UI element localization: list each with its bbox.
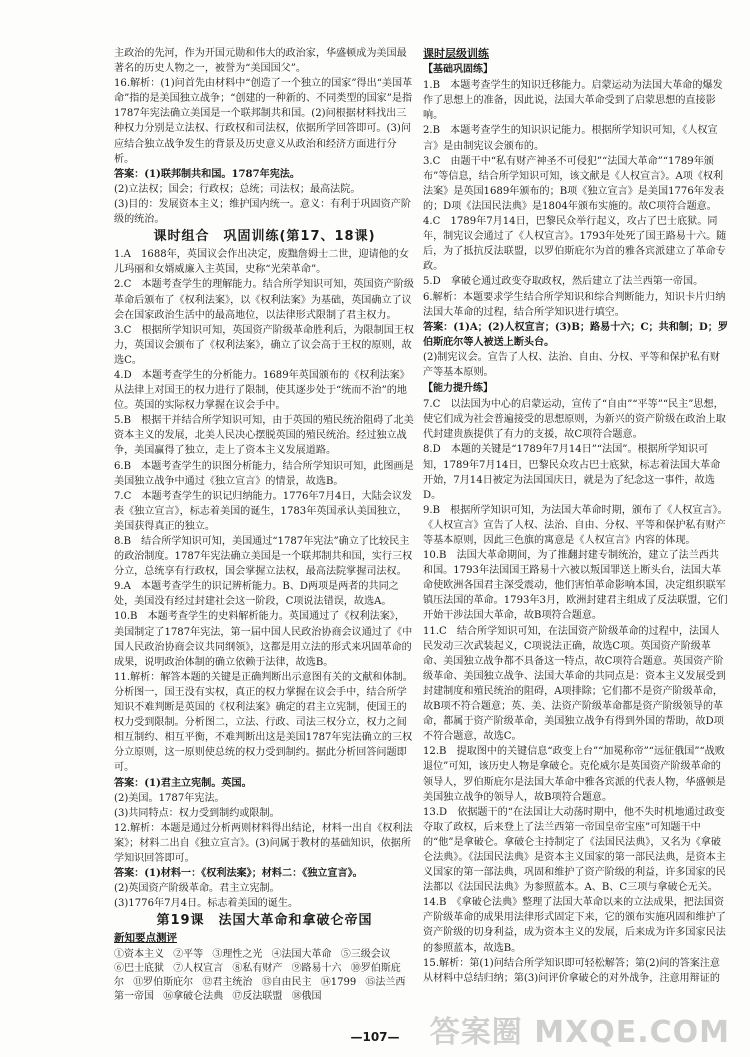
- key-point: ⑤三级会议: [340, 948, 391, 960]
- key-points-row-4: [114, 990, 415, 1004]
- answer-r5: 5.D 拿破仑通过政变夺取政权，然后建立了法兰西第一帝国。: [423, 276, 704, 288]
- key-point: ⑪罗伯斯庇尔: [133, 976, 194, 988]
- key-point: ⑱俄国: [291, 991, 322, 1003]
- key-point: 第一帝国: [114, 991, 154, 1003]
- key-point: ③理性之光: [212, 948, 263, 960]
- section-title-consolidation: 课时组合 巩固训练(第17、18课): [153, 229, 376, 245]
- key-point: ⑨路易十六: [291, 962, 342, 974]
- answer-6: 6.B 本题考查学生的识图分析能力，结合所学知识可知，此图画是美国独立战争中通过《独立宣言》的情景，故选B。: [114, 460, 414, 487]
- answer-10: 10.B 本题考查学生的史料解析能力。英国通过了《权利法案》，美国制定了1787年宪法，第一届中国人民政治协商会议通过了《中国人民政治协商会议共同纲领》，这都是用立法的形式来巩固革命的成果，说明政治体制的确立依赖于法律，故选B。: [114, 611, 413, 668]
- answer-r4: 4.C 1789年7月14日，巴黎民众举行起义，攻占了巴士底狱。同年，制宪议会通过了《人权宣言》。1793年处死了国王路易十六。随后，为了抵抗反法联盟，以罗伯斯庇尔为首的雅各宾派建立了革命专政。: [423, 216, 727, 273]
- answer-16-line-1: 答案：(1)联邦制共和国。1787年宪法。: [114, 168, 300, 180]
- improve-section-title: 【能力提升练】: [423, 383, 493, 395]
- key-point: ②平等: [173, 948, 204, 960]
- answer-12-line-1: 答案：(1)材料一：《权利法案》；材料二：《独立宣言》。: [114, 868, 363, 880]
- answer-r10: 10.B 法国大革命期间，为了推翻封建专制统治，建立了法兰西共和国。1793年法国国王路易十六被以叛国罪送上断头台，法国大革命使欧洲各国君主深受震动，他们害怕革命影响本国，决定组织联军镇压法国的革命。1793年3月，欧洲封建君主组成了反法联盟，它们开始干涉法国大革命，故B项符合题意。: [423, 550, 728, 622]
- answer-r1: 1.B 本题考查学生的知识迁移能力。启蒙运动为法国大革命的爆发作了思想上的准备，因此说，法国大革命受到了启蒙思想的直接影响。: [423, 80, 723, 122]
- key-points-row-3: [114, 976, 415, 990]
- section-title-lesson-19: 第19课 法国大革命和拿破仑帝国: [156, 913, 373, 929]
- key-point: ⑦人权宣言: [173, 962, 224, 974]
- left-column: [114, 46, 415, 1004]
- answer-r9: 9.B 根据所学知识可知，为法国大革命时期，颁布了《人权宣言》。《人权宣言》宣告了人权、法治、自由、分权、平等和保护私有财产等基本原则，因此三色旗的寓意是《人权宣言》内容的体现。: [423, 504, 728, 546]
- key-point: ⑧私有财产: [232, 962, 283, 974]
- answer-r15: 15.解析：第(1)问结合所学知识即可轻松解答；第(2)问的答案注意从材料中总结归纳；第(3)问评价拿破仑的对外战争，注意用辩证的: [423, 957, 720, 984]
- key-point: ⑫君主统治: [202, 976, 253, 988]
- answer-8: 8.B 结合所学知识可知，美国通过“1787年宪法”确立了比较民主的政治制度。1787年宪法确立美国是一个联邦制共和国，实行三权分立，总统享有行政权，国会掌握立法权，最高法院掌握司法权。: [114, 536, 413, 578]
- answer-11-line-2: (2)美国。1787年宪法。: [114, 792, 225, 804]
- key-points-row-2: [114, 962, 415, 976]
- key-point: ①资本主义: [114, 948, 164, 960]
- answer-r7: 7.C 以法国为中心的启蒙运动，宣传了“自由”“平等”“民主”思想，使它们成为社会普遍接受的思想原则，为新兴的资产阶级在政治上取代封建贵族提供了有力的支援，故C项符合题意。: [423, 399, 726, 441]
- answer-16-line-3: (3)目的：发展资本主义；维护国内统一。意义：有利于巩固资产阶级的统治。: [114, 198, 411, 226]
- answer-4: 4.D 本题考查学生的分析能力。1689年英国颁布的《权利法案》从法律上对国王的权力进行了限制，使其逐步处于“统而不治”的地位。英国的实际权力掌握在议会手中。: [114, 369, 410, 412]
- lesson-training-title: 课时层级训练: [423, 47, 489, 60]
- answer-r3: 3.C 由题干中“私有财产神圣不可侵犯”“法国大革命”“1789年颁布”等信息，结合所学知识可知，该文献是《人权宣言》。A项《权利法案》是英国1689年颁布的；B项《独立宣言》是美国1776年发表的；D项《法国民法典》是1804年颁布实施的。故C项符合题意。: [423, 155, 725, 212]
- answer-11-analysis: 11.解析：解答本题的关键是正确判断出示意图有关的文献和体制。分析图一，国王没有实权，真正的权力掌握在议会手中，结合所学知识不难判断是英国的《权利法案》确定的君主立宪制，使国王的权力受到限制。分析图二，立法、行政、司法三权分立，权力之间相互制约、相互平衡，不难判断出这是美国1787年宪法确立的三权分立原则，这一原则使总统的权力受到制约。据此分析回答问题即可。: [114, 671, 413, 774]
- answer-r6-line-1: 答案：(1)A；(2)人权宣言；(3)B；路易十六；C；共和制；D；罗伯斯庇尔等人被送上断头台。: [423, 321, 728, 348]
- answer-16-line-2: (2)立法权；国会；行政权；总统；司法权；最高法院。: [114, 183, 361, 195]
- answer-11-line-3: (3)共同特点：权力受到制约或限制。: [114, 807, 280, 819]
- answer-12-analysis: 12.解析：本题是通过分析两则材料得出结论，材料一出自《权利法案》；材料二出自《独立宣言》。(3)问属于教材的基础知识，依据所学知识回答即可。: [114, 822, 413, 864]
- answer-r6-line-2: (2)制宪议会。宣告了人权、法治、自由、分权、平等和保护私有财产等基本原则。: [423, 351, 720, 378]
- key-point: ⑰反法联盟: [232, 991, 283, 1003]
- answer-r12: 12.B 提取图中的关键信息“政变上台”“加冕称帝”“远征俄国”“战败退位”可知，该历史人物是拿破仑。克伦威尔是英国资产阶级革命的领导人，罗伯斯庇尔是法国大革命中雅各宾派的代表人物，华盛顿是美国独立战争的领导人，故B项符合题意。: [423, 746, 726, 803]
- answer-r14: 14.B 《拿破仑法典》整理了法国大革命以来的立法成果，把法国资产阶级革命的成果用法律形式固定下来，它的颁布实施巩固和维护了资产阶级的切身利益，成为资本主义的发展，后来成为许多国家民法的参照蓝本，故选B。: [423, 897, 726, 954]
- answer-r6-analysis: 6.解析：本题要求学生结合所学知识和综合判断能力，知识卡片归纳法国大革命的过程，结合所学知识进行填空。: [423, 291, 726, 318]
- right-column: [423, 46, 728, 986]
- new-knowledge-title: 新知要点测评: [114, 932, 177, 945]
- answer-3: 3.C 根据所学知识可知，英国资产阶级革命胜利后，为限制国王权力，英国议会颁布了《权利法案》，确立了议会高于王权的原则，故选C。: [114, 324, 414, 366]
- key-point: 尔: [114, 976, 124, 988]
- key-point: ⑮法兰西: [365, 976, 406, 988]
- answer-r11: 11.C 结合所学知识可知，在法国资产阶级革命的过程中，法国人民发动三次武装起义，C项说法正确，故选C项。英国资产阶级革命、美国独立战争都不具备这一特点，故C项符合题意。英国资产阶级革命、美国独立战争、法国大革命的共同点是：资本主义发展受到封建制度和殖民统治的阻碍，A项排除；它们都不是资产阶级革命，故B项不符合题意；英、美、法资产阶级革命都是资产阶级领导的革命，都属于资产阶级革命，美国独立战争有得到外国的帮助，故D项不符合题意，故选C。: [423, 625, 726, 743]
- intro-paragraph: 主政治的先河，作为开国元勋和伟大的政治家，华盛顿成为美国最著名的历史人物之一，被誉为“美国国父”。: [114, 48, 407, 75]
- watermark-logo: 答案圈 MXQE.COM: [429, 1015, 730, 1050]
- key-point: ⑩罗伯斯庇: [350, 962, 401, 974]
- answer-16-analysis: 16.解析：(1)问首先由材料中“创造了一个独立的国家”得出“美国革命”指的是美国独立战争；“创建的一种新的、不同类型的国家”是指1787年宪法确立美国是一个联邦制共和国。(2)问根据材料找出三种权力分别是立法权、行政权和司法权，依据所学回答即可。(3)问应结合独立战争发生的背景及历史意义从政治和经济方面进行分析。: [114, 78, 413, 165]
- answer-r2: 2.B 本题考查学生的知识识记能力。根据所学知识可知，《人权宣言》是由制宪议会颁布的。: [423, 125, 718, 152]
- key-point: ⑭1799: [320, 976, 357, 988]
- answer-7: 7.C 本题考查学生的识记归纳能力。1776年7月4日，大陆会议发表《独立宣言》，标志着美国的诞生，1783年英国承认美国独立，美国获得真正的独立。: [114, 490, 413, 532]
- answer-r8: 8.D 本题的关键是“1789年7月14日”“法国”。根据所学知识可知，1789年7月14日，巴黎民众攻占巴士底狱，标志着法国大革命开始，7月14日被定为法国国庆日，就是为了纪念这一事件，故选D。: [423, 444, 721, 501]
- key-point: ④法国大革命: [271, 948, 332, 960]
- page-number: —107—: [350, 1030, 400, 1044]
- answer-12-line-2: (2)英国资产阶级革命。君主立宪制。: [114, 883, 280, 895]
- answer-5: 5.B 根据干并结合所学知识可知，由于英国的殖民统治阻碍了北美资本主义的发展，北美人民决心摆脱英国的殖民统治。经过独立战争，美国赢得了独立，走上了资本主义发展道路。: [114, 415, 414, 457]
- answer-1: 1.A 1688年，英国议会作出决定，废黜詹姆士二世，迎请他的女儿玛丽和女婿威廉入主英国，史称“光荣革命”。: [114, 249, 409, 276]
- key-points-row-1: [114, 948, 415, 962]
- key-point: ⑯拿破仑法典: [163, 991, 224, 1003]
- answer-r13: 13.D 依据题干的“在法国让大动荡时期中，他不失时机地通过政变夺取了政权，后来登上了法兰西第一帝国皇帝宝座”可知题干中的“他”是拿破仑。拿破仑主持制定了《法国民法典》，又名为《拿破仑法典》。《法国民法典》是资本主义国家的第一部民法典，是资本主义国家的第一部法典，巩固和维护了资产阶级的利益，许多国家的民法都以《法国民法典》为参照蓝本。A、B、C三项与拿破仑无关。: [423, 806, 726, 894]
- answer-11-line-1: 答案：(1)君主立宪制。英国。: [114, 777, 252, 789]
- key-point: ⑬自由民主: [261, 976, 312, 988]
- basic-section-title: 【基础巩固练】: [423, 64, 493, 76]
- answer-12-line-3: (3)1776年7月4日。标志着美国的诞生。: [114, 898, 299, 910]
- answer-2: 2.C 本题考查学生的理解能力。结合所学知识可知，英国资产阶级革命后颁布了《权利法案》，以《权利法案》为基础，英国确立了议会在国家政治生活中的最高地位，以法律形式限制了君主权力。: [114, 279, 414, 321]
- answer-9: 9.A 本题考查学生的识记辨析能力。B、D两项是两者的共同之处，美国没有经过封建社会这一阶段，C项说法错误，故选A。: [114, 581, 399, 608]
- key-point: ⑥巴士底狱: [114, 962, 164, 974]
